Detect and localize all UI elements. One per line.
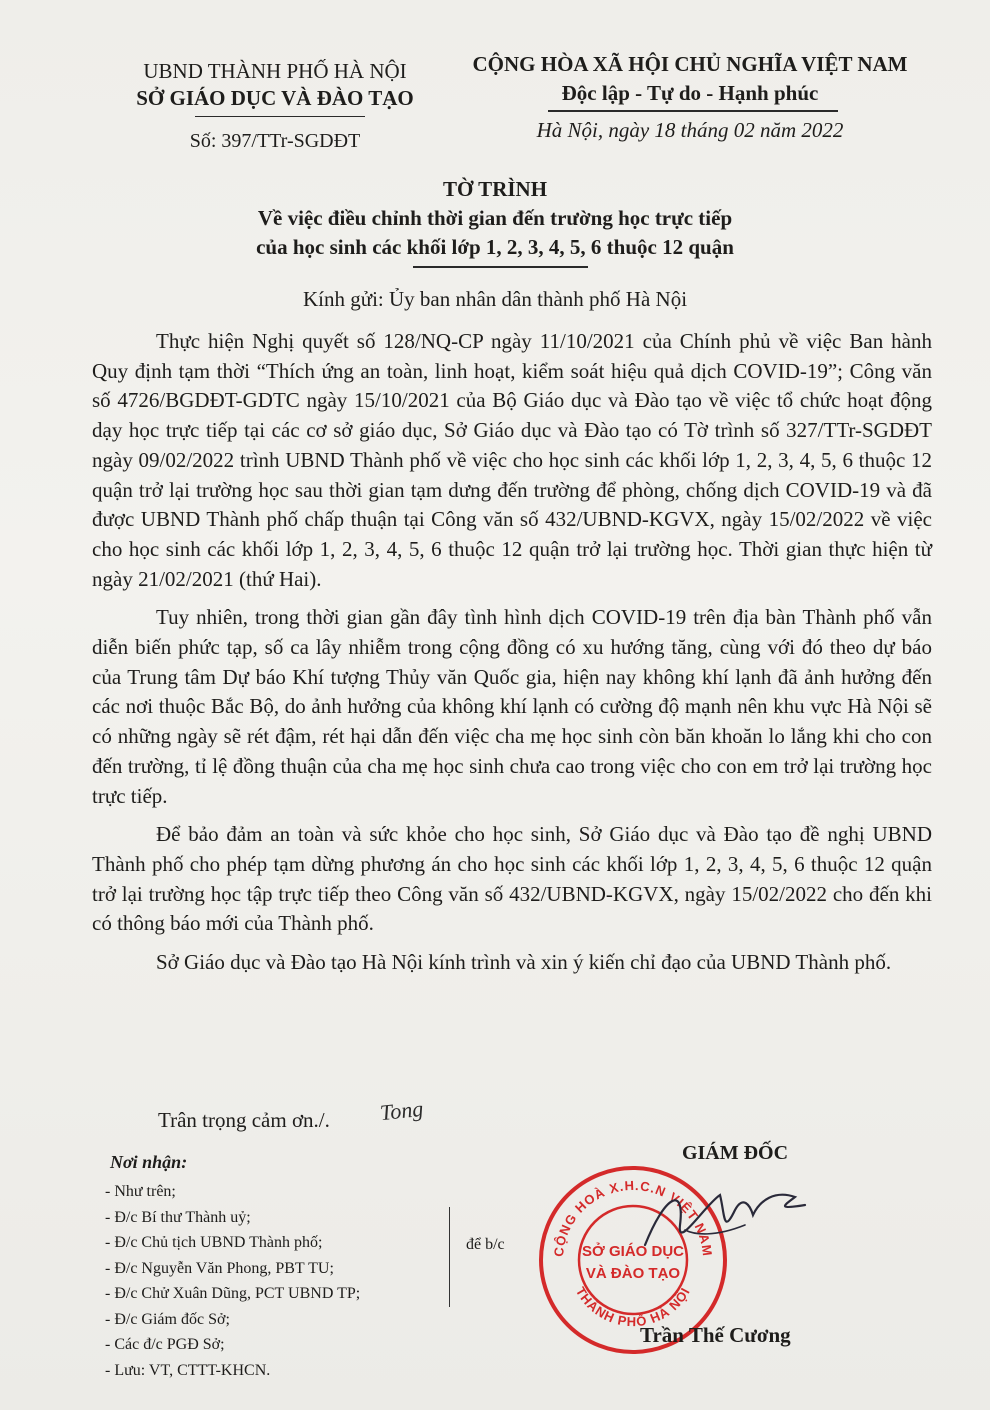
paragraph: Thực hiện Nghị quyết số 128/NQ-CP ngày 11/10/2021 của Chính phủ về việc Ban hành Quy định tạm thời “Thích ứng an toàn, linh hoạt, kiểm soát hiệu quả dịch COVID-19”; Công văn số 4726/BGDĐT-GDTC ngày 15/10/2021 của Bộ Giáo dục và Đào tạo về việc tổ chức hoạt động dạy học trực tiếp tại các cơ sở giáo dục, Sở Giáo dục và Đào tạo có Tờ trình số 327/TTr-SGDĐT ngày 09/02/2022 trình UBND Thành phố về việc cho học sinh các khối lớp 1, 2, 3, 4, 5, 6 thuộc 12 quận trở lại trường học sau thời gian tạm dưng đến trường để phòng, chống dịch COVID-19 và đã được UBND Thành phố chấp thuận tại Công văn số 432/UBND-KGVX, ngày 15/02/2022 về việc cho học sinh các khối lớp 1, 2, 3, 4, 5, 6 thuộc 12 quận trở lại trường học. Thời gian thực hiện từ ngày 21/02/2021 (thứ Hai). [92, 329, 932, 591]
recipients-list [105, 1179, 360, 1383]
stamp-inner-line-1: SỞ GIÁO DỤC [582, 1243, 684, 1260]
closing-initials: Tong [378, 1095, 425, 1126]
handwritten-signature [625, 1175, 845, 1265]
stamp-outer-text: CỘNG HOÀ X.H.C.N VIỆT NAM [550, 1177, 716, 1258]
recipients-title: Nơi nhận: [110, 1152, 188, 1172]
paragraph: Sở Giáo dục và Đào tạo Hà Nội kính trình và xin ý kiến chỉ đạo của UBND Thành phố. [156, 950, 892, 975]
recipient-item: - Đ/c Giám đốc Sở; [105, 1310, 230, 1328]
body-text [92, 327, 932, 987]
stamp-bottom-text: THÀNH PHỐ HÀ NỘI [572, 1284, 694, 1330]
signer-position: GIÁM ĐỐC [681, 1142, 789, 1164]
title-line-2: của học sinh các khối lớp 1, 2, 3, 4, 5, 6 thuộc 12 quận [256, 235, 734, 259]
nation-title: CỘNG HÒA XÃ HỘI CHỦ NGHĨA VIỆT NAM [472, 52, 908, 76]
org-underline [195, 116, 365, 117]
header-left [60, 58, 490, 152]
paragraph: Tuy nhiên, trong thời gian gần đây tình hình dịch COVID-19 trên địa bàn Thành phố vẫn diễn biến phức tạp, số ca lây nhiễm trong cộng đồng có xu hướng tăng, cùng với đó theo dự báo của Trung tâm Dự báo Khí tượng Thủy văn Quốc gia, hiện nay không khí lạnh đã ảnh hưởng đến các nơi thuộc Bắc Bộ, do ảnh hưởng của không khí lạnh có cường độ mạnh nên khu vực Hà Nội sẽ có những ngày sẽ rét đậm, rét hại dẫn đến việc cha mẹ học sinh còn băn khoăn lo lắng khi cho con đến trường, tỉ lệ đồng thuận của cha mẹ học sinh chưa cao trong việc cho con em trở lại trường học trực tiếp. [92, 605, 932, 808]
motto: Độc lập - Tự do - Hạnh phúc [561, 81, 819, 105]
stamp-inner-line-2: VÀ ĐÀO TẠO [585, 1265, 681, 1282]
title-underline [413, 266, 588, 268]
paragraph: Để bảo đảm an toàn và sức khỏe cho học sinh, Sở Giáo dục và Đào tạo đề nghị UBND Thành phố cho phép tạm dừng phương án cho học sinh các khối lớp 1, 2, 3, 4, 5, 6 thuộc 12 quận trở lại trường học tập trực tiếp theo Công văn số 432/UBND-KGVX, ngày 15/02/2022 cho đến khi có thông báo mới của Thành phố. [92, 822, 932, 936]
doc-type: TỜ TRÌNH [442, 177, 548, 201]
doc-title [0, 175, 990, 262]
recipient-item: - Đ/c Nguyễn Văn Phong, PBT TU; [105, 1259, 334, 1277]
recipient-item: - Đ/c Chủ tịch UBND Thành phố; [105, 1234, 323, 1251]
org-name: SỞ GIÁO DỤC VÀ ĐÀO TẠO [136, 86, 414, 110]
org-parent: UBND THÀNH PHỐ HÀ NỘI [143, 59, 407, 83]
recipient-item: - Như trên; [105, 1183, 176, 1200]
doc-number: Số: 397/TTr-SGDĐT [189, 130, 361, 152]
addressee: Kính gửi: Ủy ban nhân dân thành phố Hà Nội [302, 287, 688, 311]
header-right [440, 50, 940, 108]
recipient-item: - Đ/c Bí thư Thành uỷ; [105, 1208, 251, 1226]
title-line-1: Về việc điều chỉnh thời gian đến trường học trực tiếp [257, 206, 733, 230]
closing: Trân trọng cảm ơn./. [158, 1108, 330, 1132]
recipient-item: - Lưu: VT, CTTT-KHCN. [105, 1361, 271, 1379]
recipient-item: - Các đ/c PGĐ Sở; [105, 1336, 225, 1353]
recipients-bracket [449, 1207, 450, 1307]
motto-underline [548, 110, 838, 112]
recipient-item: - Đ/c Chử Xuân Dũng, PCT UBND TP; [105, 1285, 361, 1302]
bracket-note: để b/c [466, 1236, 505, 1253]
signer-name: Trần Thế Cương [640, 1323, 791, 1347]
doc-date: Hà Nội, ngày 18 tháng 02 năm 2022 [536, 118, 844, 142]
